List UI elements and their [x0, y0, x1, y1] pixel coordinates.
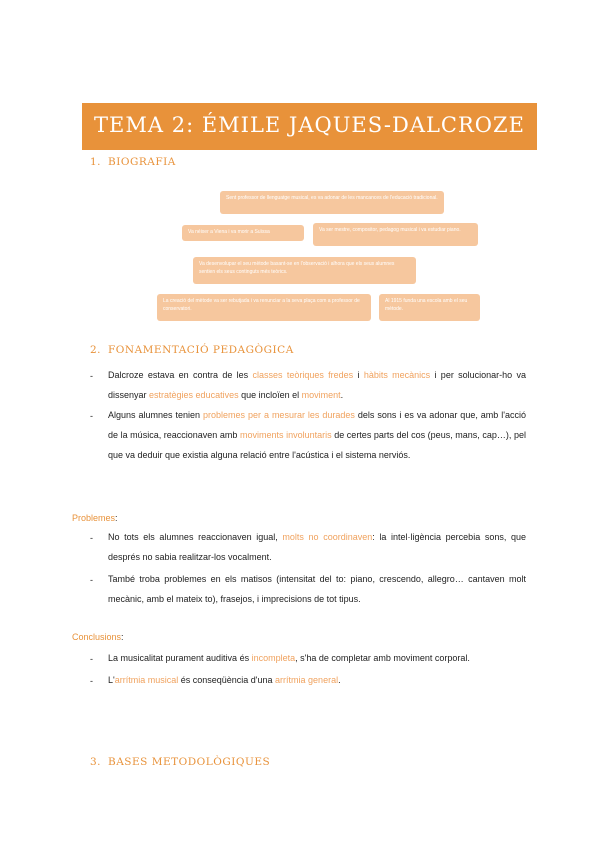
title-banner	[82, 103, 537, 150]
text: .	[340, 390, 344, 400]
section-heading-fonamentacio	[90, 344, 294, 356]
text: Alguns alumnes tenien	[108, 410, 203, 420]
highlight: arrítmia musical	[114, 675, 179, 685]
text: i	[353, 370, 364, 380]
text: , s'ha de completar amb moviment corporal.	[295, 653, 470, 663]
section-title: BIOGRAFIA	[108, 156, 176, 168]
fonamentacio-paragraph-2	[108, 405, 526, 465]
biografia-box: La creació del mètode va ser rebutjada i va renunciar a la seva plaça com a professor de conservatori.	[157, 294, 371, 321]
page-title: TEMA 2: ÉMILE JAQUES-DALCROZE	[94, 113, 525, 137]
bullet-marker: -	[90, 533, 93, 543]
highlight: estratègies educatives	[149, 390, 239, 400]
section-number: 2.	[90, 344, 102, 356]
bullet-marker: -	[90, 575, 93, 585]
text: i per solucionar-ho va dissenyar	[108, 370, 526, 400]
highlight: moviments involuntaris	[240, 430, 332, 440]
problemes-paragraph-2: També troba problemes en els matisos (intensitat del to: piano, crescendo, allegro… cantaven molt mecànic, amb el mateix to), frasejos, i imprecisions de tot tipus.	[108, 574, 526, 604]
fonamentacio-paragraph-1	[108, 365, 526, 405]
text: que incloïen el	[238, 390, 302, 400]
bullet-marker: -	[90, 676, 93, 686]
highlight: molts no coordinaven	[282, 532, 373, 542]
highlight: problemes per a mesurar les durades	[202, 410, 355, 420]
colon: :	[121, 632, 124, 642]
bullet-marker: -	[90, 411, 93, 421]
problemes-label	[72, 513, 118, 523]
text: : la intel·ligència percebia sons, que després no sabia realitzar-los vocalment.	[108, 532, 526, 562]
biografia-box: Al 1915 funda una escola amb el seu mètode.	[379, 294, 480, 321]
conclusions-label	[72, 632, 124, 642]
highlight: moviment	[301, 390, 341, 400]
text: L'	[108, 675, 115, 685]
section-title: BASES METODOLÒGIQUES	[108, 756, 271, 768]
biografia-box: Va desenvolupar el seu mètode basant-se en l'observació i alhora que els seus alumnes sentien els seus continguts més teòrics.	[193, 257, 416, 284]
highlight: arrítmia general	[275, 675, 339, 685]
bullet-marker: -	[90, 371, 93, 381]
highlight: hàbits mecànics	[363, 370, 431, 380]
highlight: classes teòriques fredes	[252, 370, 354, 380]
text: és conseqüència d'una	[178, 675, 276, 685]
section-number: 1.	[90, 156, 102, 168]
text: .	[338, 675, 341, 685]
highlight: incompleta	[251, 653, 296, 663]
problemes-paragraph-1	[108, 527, 526, 567]
section-heading-biografia	[90, 156, 176, 168]
biografia-box: Va ser mestre, compositor, pedagog musical i va estudiar piano.	[313, 223, 478, 246]
section-title: FONAMENTACIÓ PEDAGÒGICA	[108, 344, 294, 356]
text: de certes parts del cos (peus, mans, cap…), pel que va deduir que existia alguna relació entre l'acústica i el sistema nerviós.	[108, 430, 526, 460]
section-heading-bases	[90, 756, 270, 768]
text: dels sons i es va adonar que, amb l'acció de la música, reaccionaven amb	[108, 410, 527, 440]
conclusions-paragraph-1	[108, 648, 526, 668]
label-text: Problemes	[72, 513, 116, 523]
text: Dalcroze estava en contra de les	[108, 370, 253, 380]
bullet-marker: -	[90, 654, 93, 664]
section-number: 3.	[90, 756, 102, 768]
colon: :	[115, 513, 118, 523]
text: La musicalitat purament auditiva és	[108, 653, 252, 663]
conclusions-paragraph-2	[108, 670, 526, 690]
label-text: Conclusions	[72, 632, 122, 642]
text: No tots els alumnes reaccionaven igual,	[108, 532, 283, 542]
biografia-box: Sent professor de llenguatge musical, es va adonar de les mancances de l'educació tradicional.	[220, 191, 444, 214]
biografia-box: Va néixer a Viena i va morir a Suïssa	[182, 225, 304, 241]
